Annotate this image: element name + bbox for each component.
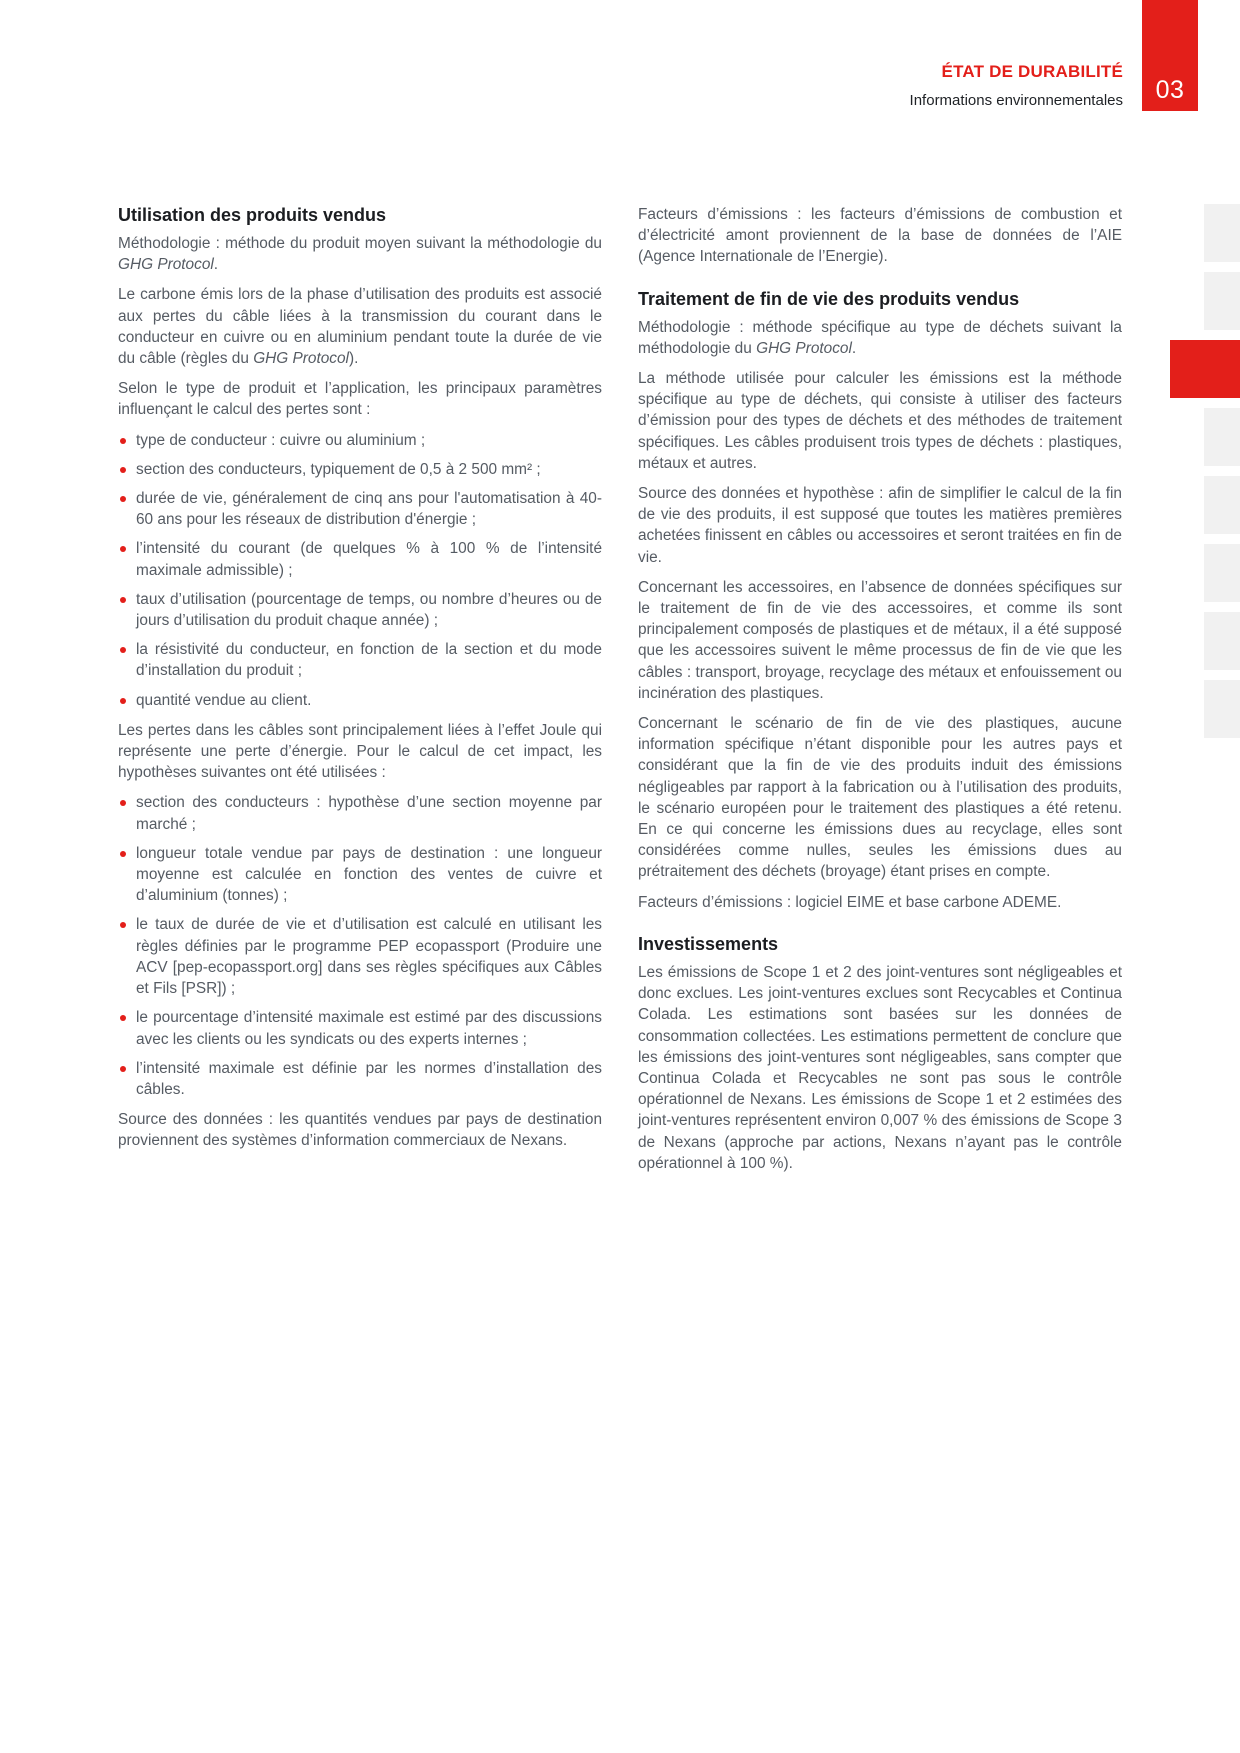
bullet-icon [120, 647, 126, 653]
list-item: type de conducteur : cuivre ou aluminium ; [118, 430, 602, 451]
data-source-paragraph: Source des données et hypothèse : afin de simplifier le calcul de la fin de vie des produits, il est supposé que toutes les matières premières achetées finissent en câbles ou accessoires et seront traitées en fin de vie. [638, 485, 1122, 566]
side-nav-tab[interactable] [1204, 544, 1240, 602]
list-item: quantité vendue au client. [118, 690, 602, 711]
emission-factors-paragraph: Facteurs d’émissions : les facteurs d’émissions de combustion et d’électricité amont proviennent de la base de données de l’AIE (Agence Internationale de l’Energie). [638, 206, 1122, 266]
side-nav-tab[interactable] [1204, 680, 1240, 738]
bullet-icon [120, 496, 126, 502]
method-paragraph: La méthode utilisée pour calculer les émissions est la méthode spécifique au type de déchets, qui consiste à utiliser des facteurs d’émission pour des types de déchets et des méthodes de traitement spécifiques. Les câbles produisent trois types de déchets : plastiques, métaux et autres. [638, 370, 1122, 472]
bullet-icon [120, 546, 126, 552]
list-item: section des conducteurs : hypothèse d’une section moyenne par marché ; [118, 792, 602, 834]
list-item: l’intensité maximale est définie par les normes d’installation des câbles. [118, 1058, 602, 1100]
side-nav-tab[interactable] [1204, 408, 1240, 466]
heading-end-of-life: Traitement de fin de vie des produits vendus [638, 288, 1020, 309]
parameters-list [118, 430, 602, 711]
list-item: durée de vie, généralement de cinq ans pour l'automatisation à 40-60 ans pour les réseaux de distribution d'énergie ; [118, 488, 602, 530]
side-nav-tab[interactable] [1204, 204, 1240, 262]
plastics-paragraph: Concernant le scénario de fin de vie des plastiques, aucune information spécifique n’étant disponible pour les autres pays et considérant que la fin de vie des produits induit des émissions négligeables par rapport à la fabrication ou à l’utilisation des produits, le scénario européen pour le traitement des plastiques a été retenu. En ce qui concerne les émissions dues au recyclage, elles sont considérées comme nulles, seules les émissions dues au prétraitement des déchets (broyage) étant prises en compte. [638, 715, 1122, 881]
list-item: l’intensité du courant (de quelques % à 100 % de l’intensité maximale admissible) ; [118, 538, 602, 580]
bullet-icon [120, 922, 126, 928]
carbon-paragraph: Le carbone émis lors de la phase d’utilisation des produits est associé aux pertes du câble liées à la transmission du courant dans le conducteur en cuivre ou en aluminium pendant toute la durée de vie du câble (règles du GHG Protocol). [118, 286, 602, 368]
heading-investments: Investissements [638, 933, 779, 954]
heading-use-of-sold-products: Utilisation des produits vendus [118, 205, 387, 225]
investments-paragraph: Les émissions de Scope 1 et 2 des joint-ventures sont négligeables et donc exclues. Les joint-ventures exclues sont Recycables et Continua Colada. Les estimations sont basées sur les données de consommation collectées. Les estimations permettent de conclure que les émissions des joint-ventures sont négligeables, sans compter que Continua Colada et Recycables ne sont pas sous le contrôle opérationnel de Nexans. Les émissions de Scope 1 et 2 estimées des joint-ventures représentent environ 0,007 % des émissions de Scope 3 de Nexans (approche par actions, Nexans n’ayant pas le contrôle opérationnel à 100 %). [638, 963, 1122, 1172]
list-item: le taux de durée de vie et d’utilisation est calculé en utilisant les règles définies par le programme PEP ecopassport (Produire une ACV [pep-ecopassport.org] dans ses règles spécifiques aux Câbles et Fils [PSR]) ; [118, 914, 602, 999]
right-column [638, 204, 1122, 1183]
section-subtitle: Informations environnementales [909, 92, 1123, 109]
accessories-paragraph: Concernant les accessoires, en l’absence de données spécifiques sur le traitement de fin de vie des accessoires, et comme ils sont principalement composés de plastiques et de métaux, il a été supposé que les accessoires suivent le même processus de fin de vie que les câbles : transport, broyage, recyclage des métaux et enfouissement ou incinération des plastiques. [638, 578, 1122, 702]
list-item: taux d’utilisation (pourcentage de temps, ou nombre d’heures ou de jours d’utilisation du produit chaque année) ; [118, 589, 602, 631]
bullet-icon [120, 851, 126, 857]
side-nav-tab[interactable] [1204, 476, 1240, 534]
bullet-icon [120, 1015, 126, 1021]
bullet-icon [120, 1066, 126, 1072]
emission-factors-paragraph: Facteurs d’émissions : logiciel EIME et base carbone ADEME. [638, 893, 1062, 911]
list-item: la résistivité du conducteur, en fonction de la section et du mode d’installation du produit ; [118, 639, 602, 681]
side-nav-tab[interactable] [1204, 272, 1240, 330]
list-item: le pourcentage d’intensité maximale est estimé par des discussions avec les clients ou les syndicats ou des experts internes ; [118, 1007, 602, 1049]
side-nav-tab-active[interactable] [1170, 340, 1240, 398]
bullet-icon [120, 438, 126, 444]
list-item: longueur totale vendue par pays de destination : une longueur moyenne est calculée en fonction des ventes de cuivre et d’aluminium (tonnes) ; [118, 843, 602, 907]
bullet-icon [120, 698, 126, 704]
left-column [118, 204, 602, 1161]
data-source-paragraph: Source des données : les quantités vendues par pays de destination proviennent des systèmes d’information commerciaux de Nexans. [118, 1111, 602, 1150]
chapter-number-tab: 03 [1142, 0, 1198, 111]
bullet-icon [120, 800, 126, 806]
methodology-paragraph: Méthodologie : méthode du produit moyen suivant la méthodologie du GHG Protocol. [118, 235, 602, 274]
bullet-icon [120, 597, 126, 603]
bullet-icon [120, 467, 126, 473]
side-nav-tab[interactable] [1204, 612, 1240, 670]
hypotheses-list [118, 792, 602, 1100]
methodology-paragraph: Méthodologie : méthode spécifique au type de déchets suivant la méthodologie du GHG Protocol. [638, 318, 1122, 357]
parameters-intro: Selon le type de produit et l’application, les principaux paramètres influençant le calcul des pertes sont : [118, 380, 602, 419]
section-title: ÉTAT DE DURABILITÉ [941, 62, 1123, 81]
joule-paragraph: Les pertes dans les câbles sont principalement liées à l’effet Joule qui représente une perte d’énergie. Pour le calcul de cet impact, les hypothèses suivantes ont été utilisées : [118, 721, 602, 782]
list-item: section des conducteurs, typiquement de 0,5 à 2 500 mm² ; [118, 459, 602, 480]
